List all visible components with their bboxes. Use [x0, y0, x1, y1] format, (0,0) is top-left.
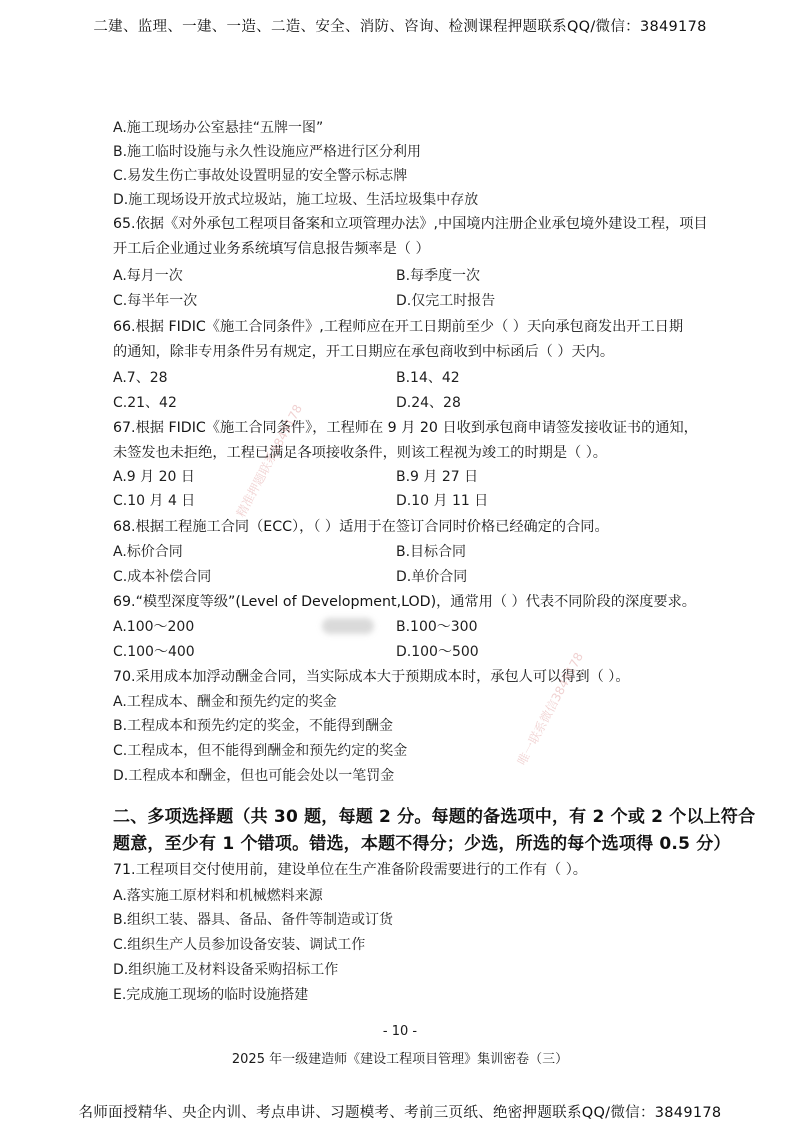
- q66-option-c: C.21、42: [113, 395, 177, 411]
- q66-stem-line2: 的通知，除非专用条件另有规定，开工日期应在承包商收到中标函后（ ）天内。: [113, 344, 615, 360]
- top-contact-banner: 二建、监理、一建、一造、二造、安全、消防、咨询、检测课程押题联系QQ/微信：3849178: [93, 19, 707, 35]
- q70-stem: 70.采用成本加浮动酬金合同，当实际成本大于预期成本时，承包人可以得到（ ）。: [113, 669, 630, 685]
- q65-option-b: B.每季度一次: [396, 268, 481, 284]
- q68-option-a: A.标价合同: [113, 544, 183, 560]
- q70-option-a: A.工程成本、酬金和预先约定的奖金: [113, 694, 337, 710]
- q70-option-c: C.工程成本，但不能得到酬金和预先约定的奖金: [113, 743, 408, 759]
- q65-option-a: A.每月一次: [113, 268, 183, 284]
- exam-footer-title: 2025 年一级建造师《建设工程项目管理》集训密卷（三）: [231, 1052, 569, 1067]
- watermark-stamp: 精准押题联系3849178: [233, 402, 306, 520]
- q71-option-e: E.完成施工现场的临时设施搭建: [113, 987, 309, 1003]
- q66-stem-line1: 66.根据 FIDIC《施工合同条件》,工程师应在开工日期前至少（ ）天向承包商发出开工日期: [113, 319, 684, 335]
- q71-stem: 71.工程项目交付使用前，建设单位在生产准备阶段需要进行的工作有（ ）。: [113, 862, 587, 878]
- q64-option-a: A.施工现场办公室悬挂“五牌一图”: [113, 120, 324, 136]
- q71-option-d: D.组织施工及材料设备采购招标工作: [113, 962, 339, 978]
- q65-option-c: C.每半年一次: [113, 293, 198, 309]
- q68-option-d: D.单价合同: [396, 569, 468, 585]
- q64-option-b: B.施工临时设施与永久性设施应严格进行区分利用: [113, 144, 422, 160]
- section-2-heading-line2: 题意，至少有 1 个错项。错选，本题不得分；少选，所选的每个选项得 0.5 分）: [113, 834, 731, 854]
- q64-option-c: C.易发生伤亡事故处设置明显的安全警示标志牌: [113, 168, 408, 184]
- bottom-contact-banner: 名师面授精华、央企内训、考点串讲、习题模考、考前三页纸、绝密押题联系QQ/微信：3849178: [78, 1105, 722, 1121]
- q67-stem-line2: 未签发也未拒绝，工程已满足各项接收条件，则该工程视为竣工的时期是（ ）。: [113, 445, 607, 461]
- q66-option-b: B.14、42: [396, 370, 460, 386]
- q69-option-b: B.100～300: [396, 619, 478, 635]
- q67-option-b: B.9 月 27 日: [396, 469, 479, 485]
- q67-option-a: A.9 月 20 日: [113, 469, 195, 485]
- watermark-stamp: 唯一联系微信3849178: [514, 650, 587, 768]
- q71-option-b: B.组织工装、器具、备品、备件等制造或订货: [113, 912, 394, 928]
- q71-option-a: A.落实施工原材料和机械燃料来源: [113, 888, 323, 904]
- q66-option-a: A.7、28: [113, 370, 168, 386]
- q64-option-d: D.施工现场设开放式垃圾站，施工垃圾、生活垃圾集中存放: [113, 192, 479, 208]
- q69-option-c: C.100～400: [113, 644, 195, 660]
- page-number: - 10 -: [382, 1024, 418, 1039]
- q71-option-c: C.组织生产人员参加设备安装、调试工作: [113, 937, 366, 953]
- q70-option-d: D.工程成本和酬金，但也可能会处以一笔罚金: [113, 768, 395, 784]
- q70-option-b: B.工程成本和预先约定的奖金，不能得到酬金: [113, 718, 394, 734]
- q67-option-d: D.10 月 11 日: [396, 493, 489, 509]
- q68-option-c: C.成本补偿合同: [113, 569, 212, 585]
- q65-option-d: D.仅完工时报告: [396, 293, 496, 309]
- scan-smudge: [322, 618, 374, 634]
- q68-stem: 68.根据工程施工合同（ECC），（ ）适用于在签订合同时价格已经确定的合同。: [113, 519, 609, 535]
- q69-option-d: D.100～500: [396, 644, 479, 660]
- section-2-heading-line1: 二、多项选择题（共 30 题，每题 2 分。每题的备选项中，有 2 个或 2 个以上符合: [113, 807, 756, 827]
- q65-stem-line1: 65.依据《对外承包工程项目备案和立项管理办法》,中国境内注册企业承包境外建设工程，项目: [113, 216, 708, 232]
- q66-option-d: D.24、28: [396, 395, 461, 411]
- q69-option-a: A.100～200: [113, 619, 195, 635]
- q69-stem: 69.“模型深度等级”(Level of Development,LOD)，通常用（ ）代表不同阶段的深度要求。: [113, 594, 696, 610]
- q67-option-c: C.10 月 4 日: [113, 493, 196, 509]
- q68-option-b: B.目标合同: [396, 544, 467, 560]
- q67-stem-line1: 67.根据 FIDIC《施工合同条件》，工程师在 9 月 20 日收到承包商申请签发接收证书的通知，: [113, 420, 698, 436]
- q65-stem-line2: 开工后企业通过业务系统填写信息报告频率是（ ）: [113, 241, 430, 257]
